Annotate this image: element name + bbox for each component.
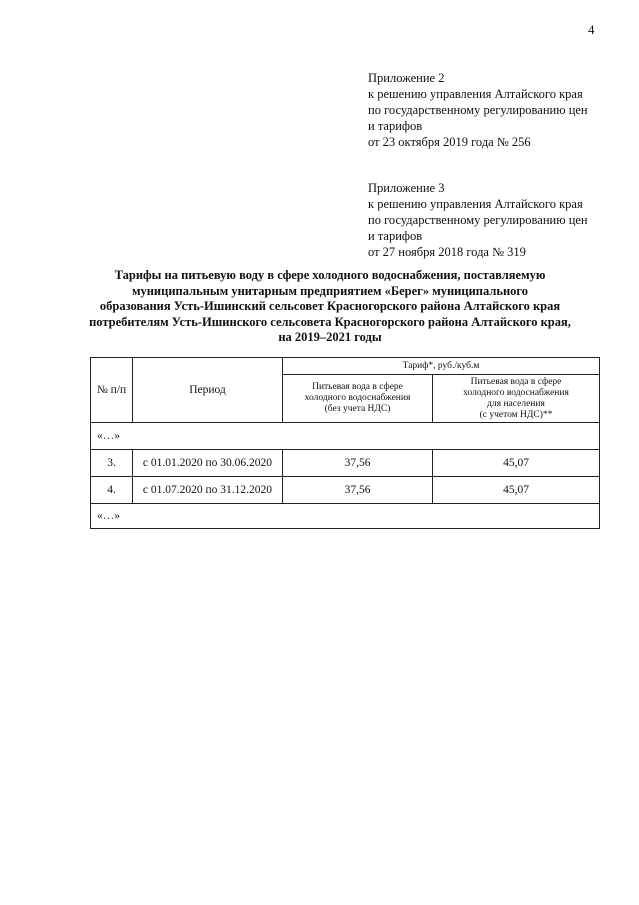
header-col-a bbox=[283, 375, 433, 423]
title-line: на 2019–2021 годы bbox=[278, 330, 382, 344]
header-col-b bbox=[433, 375, 600, 423]
title-line: потребителям Усть-Ишинского сельсовета Красногорского района Алтайского края, bbox=[89, 314, 571, 329]
appendix-3-line: по государственному регулированию цен bbox=[368, 213, 588, 227]
title-line: образования Усть-Ишинский сельсовет Красногорского района Алтайского края bbox=[99, 299, 561, 313]
document-title bbox=[80, 268, 580, 346]
appendix-3-line: и тарифов bbox=[368, 229, 423, 243]
ellipsis-top: «…» bbox=[91, 423, 600, 450]
appendix-2-line: по государственному регулированию цен bbox=[368, 103, 588, 117]
header-col-a-line: холодного водоснабжения bbox=[304, 393, 411, 403]
table-row-ellipsis-bottom bbox=[91, 504, 600, 529]
page-number: 4 bbox=[588, 22, 595, 37]
appendix-3-block bbox=[368, 180, 628, 260]
table-row bbox=[91, 477, 600, 504]
row-value-b: 45,07 bbox=[433, 477, 600, 504]
header-col-a-line: (без учета НДС) bbox=[324, 404, 391, 414]
appendix-3-line: к решению управления Алтайского края bbox=[368, 197, 583, 211]
header-col-b-line: холодного водоснабжения bbox=[463, 387, 569, 398]
row-period: с 01.07.2020 по 31.12.2020 bbox=[133, 477, 283, 504]
header-period: Период bbox=[133, 358, 283, 423]
appendix-2-line: Приложение 2 bbox=[368, 71, 445, 85]
table-row-ellipsis-top bbox=[91, 423, 600, 450]
row-value-b: 45,07 bbox=[433, 450, 600, 477]
header-col-a-line: Питьевая вода в сфере bbox=[312, 382, 403, 392]
row-num: 3. bbox=[91, 450, 133, 477]
appendix-2-line: и тарифов bbox=[368, 119, 423, 133]
appendix-2-line: к решению управления Алтайского края bbox=[368, 87, 583, 101]
tariff-table bbox=[90, 357, 600, 529]
header-tariff-group: Тариф*, руб./куб.м bbox=[283, 358, 600, 375]
header-num: № п/п bbox=[91, 358, 133, 423]
title-line: Тарифы на питьевую воду в сфере холодного водоснабжения, поставляемую bbox=[114, 268, 546, 282]
header-col-b-line: (с учетом НДС)** bbox=[479, 409, 553, 420]
appendix-2-line: от 23 октября 2019 года № 256 bbox=[368, 135, 531, 149]
appendix-3-line: Приложение 3 bbox=[368, 181, 445, 195]
appendix-2-block bbox=[368, 70, 628, 150]
row-period: с 01.01.2020 по 30.06.2020 bbox=[133, 450, 283, 477]
table-header-row bbox=[91, 358, 600, 375]
row-value-a: 37,56 bbox=[283, 450, 433, 477]
header-col-b-line: для населения bbox=[487, 398, 545, 409]
row-num: 4. bbox=[91, 477, 133, 504]
title-line: муниципальным унитарным предприятием «Берег» муниципального bbox=[131, 283, 529, 298]
appendix-3-line: от 27 ноября 2018 года № 319 bbox=[368, 245, 526, 259]
row-value-a: 37,56 bbox=[283, 477, 433, 504]
ellipsis-bottom: «…» bbox=[91, 504, 600, 529]
header-col-b-line: Питьевая вода в сфере bbox=[470, 376, 562, 387]
table-row bbox=[91, 450, 600, 477]
